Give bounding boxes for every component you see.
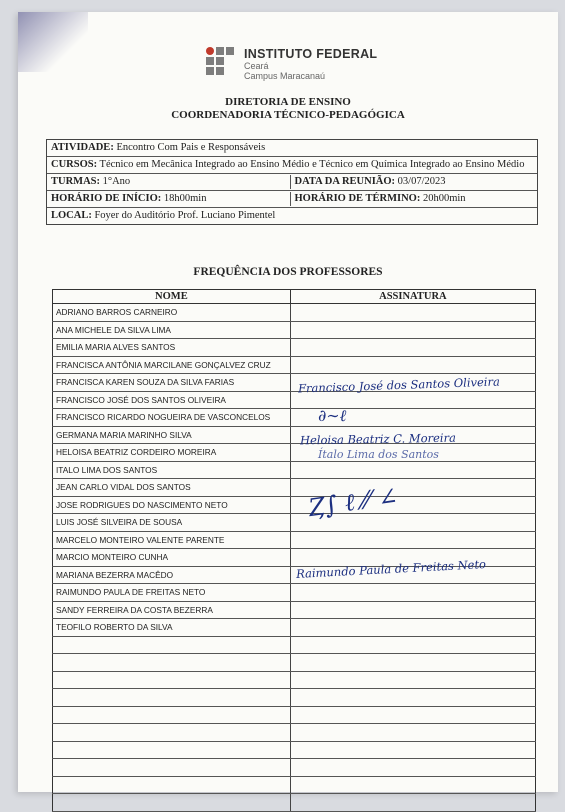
signature-cell [290, 339, 535, 357]
attendance-table [52, 289, 536, 812]
institution-campus: Campus Maracanaú [244, 71, 326, 81]
teacher-name-cell: GERMANA MARIA MARINHO SILVA [53, 426, 291, 444]
column-header-nome: NOME [53, 290, 291, 304]
teacher-name-cell: MARCELO MONTEIRO VALENTE PARENTE [53, 531, 291, 549]
signature-cell [290, 706, 535, 724]
table-row [53, 724, 536, 742]
teacher-name-cell: JOSE RODRIGUES DO NASCIMENTO NETO [53, 496, 291, 514]
table-row [53, 444, 536, 462]
table-row [53, 601, 536, 619]
teacher-name-cell: ANA MICHELE DA SILVA LIMA [53, 321, 291, 339]
teacher-name-cell: MARCIO MONTEIRO CUNHA [53, 549, 291, 567]
teacher-name-cell: JEAN CARLO VIDAL DOS SANTOS [53, 479, 291, 497]
signature-raimundo: Raimundo Paula de Freitas Neto [295, 557, 487, 581]
teacher-name-cell: FRANCISCO JOSÉ DOS SANTOS OLIVEIRA [53, 391, 291, 409]
teacher-name-cell [53, 636, 291, 654]
signature-cell [290, 304, 535, 322]
table-row [53, 706, 536, 724]
table-row [53, 321, 536, 339]
teacher-name-cell: RAIMUNDO PAULA DE FREITAS NETO [53, 584, 291, 602]
info-local: LOCAL: Foyer do Auditório Prof. Luciano Pimentel [51, 210, 276, 221]
teacher-name-cell: ADRIANO BARROS CARNEIRO [53, 304, 291, 322]
meeting-info-box [46, 139, 538, 225]
teacher-name-cell [53, 671, 291, 689]
table-row [53, 356, 536, 374]
teacher-name-cell: FRANCISCA KAREN SOUZA DA SILVA FARIAS [53, 374, 291, 392]
signature-cell [290, 759, 535, 777]
signature-cell [290, 689, 535, 707]
table-row [53, 531, 536, 549]
table-row [53, 514, 536, 532]
table-row [53, 409, 536, 427]
teacher-name-cell: TEOFILO ROBERTO DA SILVA [53, 619, 291, 637]
info-cursos: CURSOS: Técnico em Mecânica Integrado ao Ensino Médio e Técnico em Química Integrado ao Ensino Médio [47, 157, 537, 174]
signature-cell [290, 619, 535, 637]
table-row [53, 741, 536, 759]
table-row [53, 636, 536, 654]
teacher-name-cell [53, 724, 291, 742]
teacher-name-cell: FRANCISCA ANTÔNIA MARCILANE GONÇALVEZ CRUZ [53, 356, 291, 374]
signature-cell [290, 461, 535, 479]
table-row [53, 619, 536, 637]
signature-cell [290, 321, 535, 339]
signature-cell [290, 724, 535, 742]
teacher-name-cell [53, 759, 291, 777]
table-row [53, 339, 536, 357]
table-row [53, 391, 536, 409]
table-row [53, 776, 536, 794]
teacher-name-cell [53, 689, 291, 707]
column-header-assinatura: ASSINATURA [290, 290, 535, 304]
signature-cell [290, 654, 535, 672]
signature-cell [290, 531, 535, 549]
signature-cell [290, 741, 535, 759]
table-row [53, 426, 536, 444]
table-row [53, 654, 536, 672]
signature-cell [290, 794, 535, 812]
signature-francisco-jose: Francisco José dos Santos Oliveira [297, 374, 501, 396]
teacher-name-cell [53, 741, 291, 759]
signature-cell [290, 601, 535, 619]
signature-luis-jose: Ȥ∫ ℓ ⁄⁄ ∠ [306, 481, 400, 523]
info-horarios: HORÁRIO DE INÍCIO: 18h00min HORÁRIO DE TÉRMINO: 20h00min [47, 191, 537, 208]
header-line2: COORDENADORIA TÉCNICO-PEDAGÓGICA [171, 109, 405, 121]
institution-title: INSTITUTO FEDERAL [244, 47, 378, 61]
signature-cell [290, 671, 535, 689]
info-atividade: ATIVIDADE: Encontro Com Pais e Responsáveis [47, 140, 537, 157]
table-row [53, 794, 536, 812]
teacher-name-cell: EMILIA MARIA ALVES SANTOS [53, 339, 291, 357]
table-row [53, 689, 536, 707]
attendance-title: FREQUÊNCIA DOS PROFESSORES [193, 266, 383, 278]
teacher-name-cell: SANDY FERREIRA DA COSTA BEZERRA [53, 601, 291, 619]
teacher-name-cell: MARIANA BEZERRA MACÊDO [53, 566, 291, 584]
document-page [18, 12, 558, 792]
teacher-name-cell: HELOISA BEATRIZ CORDEIRO MOREIRA [53, 444, 291, 462]
scan-shadow [18, 12, 88, 72]
teacher-name-cell: ITALO LIMA DOS SANTOS [53, 461, 291, 479]
signature-cell [290, 584, 535, 602]
signature-italo: Ítalo Lima dos Santos [318, 448, 439, 461]
teacher-name-cell: LUIS JOSÉ SILVEIRA DE SOUSA [53, 514, 291, 532]
table-row [53, 671, 536, 689]
info-turmas-data: TURMAS: 1°Ano DATA DA REUNIÃO: 03/07/2023 [47, 174, 537, 191]
signature-heloisa: Heloisa Beatriz C. Moreira [299, 430, 457, 448]
institution-state: Ceará [244, 61, 269, 71]
signature-cell [290, 776, 535, 794]
table-row [53, 304, 536, 322]
signature-scribble: ∂∼ℓ [318, 406, 347, 425]
teacher-name-cell [53, 776, 291, 794]
table-row [53, 496, 536, 514]
header-line1: DIRETORIA DE ENSINO [225, 96, 351, 108]
signature-cell [290, 636, 535, 654]
table-row [53, 759, 536, 777]
teacher-name-cell: FRANCISCO RICARDO NOGUEIRA DE VASCONCELOS [53, 409, 291, 427]
signature-cell [290, 356, 535, 374]
teacher-name-cell [53, 654, 291, 672]
table-row [53, 461, 536, 479]
table-row [53, 584, 536, 602]
teacher-name-cell [53, 794, 291, 812]
table-row [53, 479, 536, 497]
teacher-name-cell [53, 706, 291, 724]
logo-grid-icon [206, 47, 238, 79]
